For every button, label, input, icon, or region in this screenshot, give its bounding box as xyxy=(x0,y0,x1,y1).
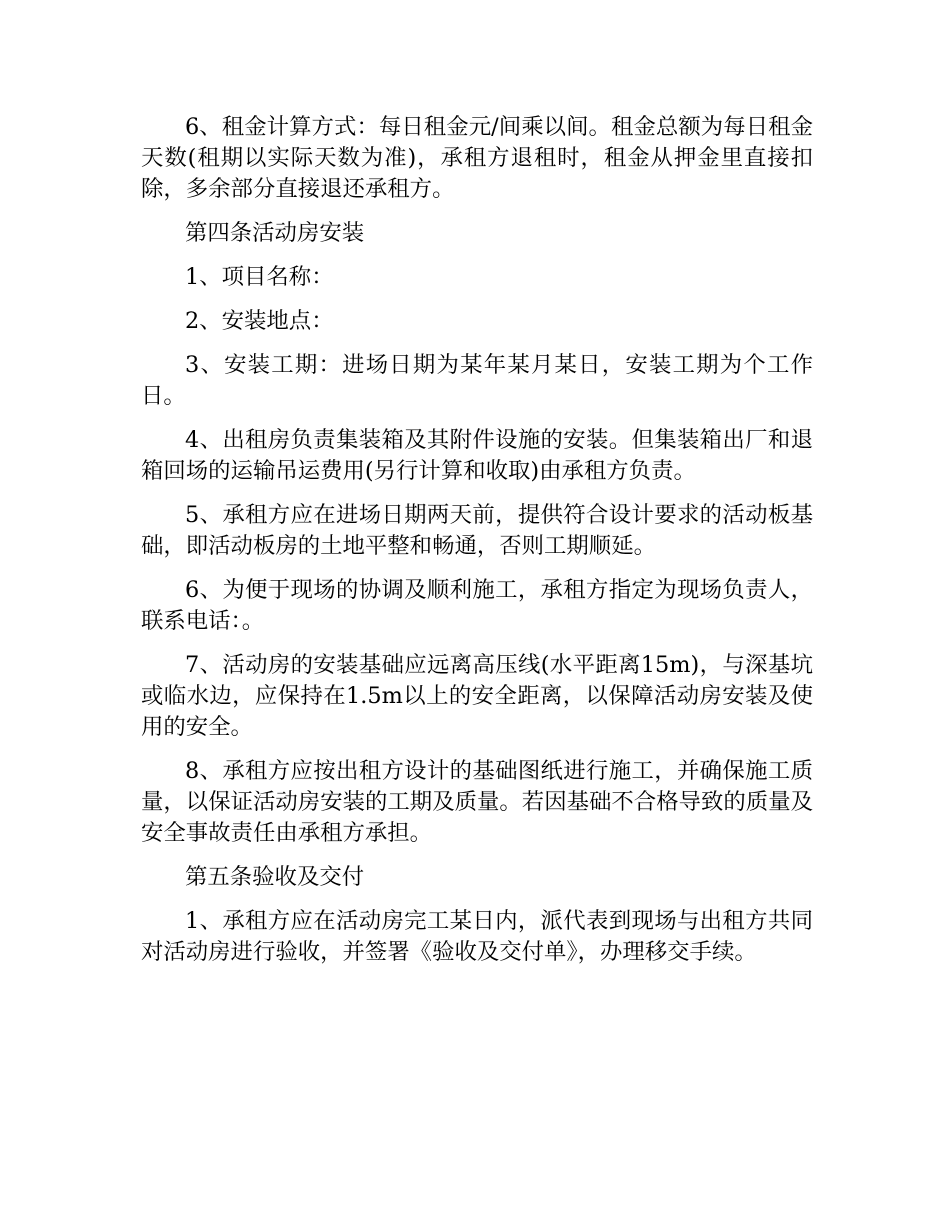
safety-distance-paragraph: 7、活动房的安装基础应远离高压线(水平距离15m)，与深基坑或临水边，应保持在1.5m以上的安全距离，以保障活动房安装及使用的安全。 xyxy=(141,652,813,740)
site-contact-paragraph: 6、为便于现场的协调及顺利施工，承租方指定为现场负责人，联系电话：。 xyxy=(141,577,813,634)
section-four-heading: 第四条活动房安装 xyxy=(185,220,365,246)
document-body xyxy=(141,112,813,981)
foundation-requirement-paragraph: 5、承租方应在进场日期两天前，提供符合设计要求的活动板基础，即活动板房的土地平整和畅通，否则工期顺延。 xyxy=(141,502,813,559)
container-install-paragraph: 4、出租房负责集装箱及其附件设施的安装。但集装箱出厂和退箱回场的运输吊运费用(另行计算和收取)由承租方负责。 xyxy=(141,427,813,484)
project-name-paragraph: 1、项目名称： xyxy=(185,264,334,290)
section-five-heading: 第五条验收及交付 xyxy=(185,864,365,890)
foundation-quality-paragraph: 8、承租方应按出租方设计的基础图纸进行施工，并确保施工质量，以保证活动房安装的工期及质量。若因基础不合格导致的质量及安全事故责任由承租方承担。 xyxy=(141,758,813,846)
install-location-paragraph: 2、安装地点： xyxy=(185,308,334,334)
acceptance-paragraph: 1、承租方应在活动房完工某日内，派代表到现场与出租方共同对活动房进行验收，并签署《验收及交付单》，办理移交手续。 xyxy=(141,908,813,965)
rent-calculation-paragraph: 6、租金计算方式：每日租金元/间乘以间。租金总额为每日租金天数(租期以实际天数为准)，承租方退租时，租金从押金里直接扣除，多余部分直接退还承租方。 xyxy=(141,114,813,202)
install-period-paragraph: 3、安装工期：进场日期为某年某月某日，安装工期为个工作日。 xyxy=(141,352,813,409)
